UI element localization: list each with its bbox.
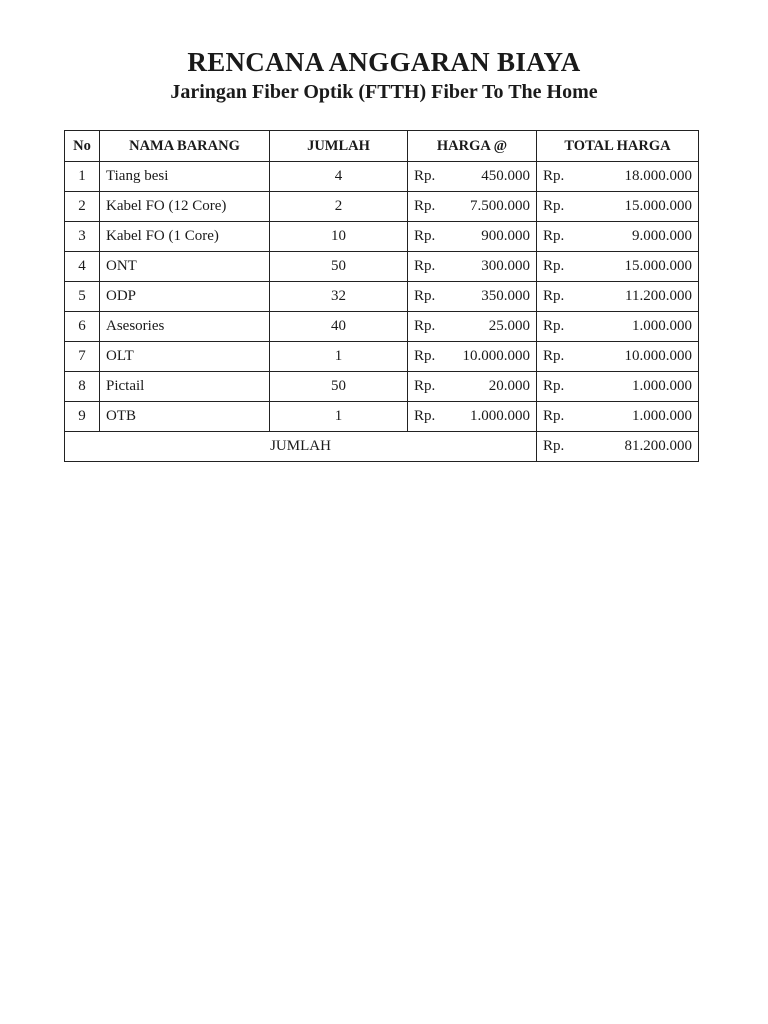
total-price-currency: Rp. — [543, 348, 565, 364]
total-price-amount: 1.000.000 — [632, 378, 692, 394]
column-header-unit-price: HARGA @ — [408, 131, 537, 162]
grand-total-cell — [537, 432, 699, 462]
total-price-amount: 1.000.000 — [632, 408, 692, 424]
grand-total-label: JUMLAH — [65, 432, 537, 462]
item-quantity: 1 — [270, 342, 408, 372]
column-header-quantity: JUMLAH — [270, 131, 408, 162]
table-row — [65, 222, 699, 252]
column-header-no: No — [65, 131, 100, 162]
row-number: 8 — [65, 372, 100, 402]
total-price-cell — [537, 162, 699, 192]
row-number: 2 — [65, 192, 100, 222]
unit-price-cell — [408, 252, 537, 282]
total-price-cell — [537, 342, 699, 372]
total-price-currency: Rp. — [543, 378, 565, 394]
unit-price-cell — [408, 402, 537, 432]
total-price-amount: 15.000.000 — [624, 198, 692, 214]
unit-price-cell — [408, 222, 537, 252]
table-total-row — [65, 432, 699, 462]
total-price-amount: 18.000.000 — [624, 168, 692, 184]
total-price-currency: Rp. — [543, 408, 565, 424]
total-price-currency: Rp. — [543, 228, 565, 244]
unit-price-cell — [408, 162, 537, 192]
unit-price-amount: 7.500.000 — [470, 198, 530, 214]
unit-price-cell — [408, 192, 537, 222]
unit-price-amount: 900.000 — [481, 228, 530, 244]
total-price-amount: 1.000.000 — [632, 318, 692, 334]
row-number: 9 — [65, 402, 100, 432]
row-number: 3 — [65, 222, 100, 252]
unit-price-amount: 20.000 — [488, 378, 530, 394]
total-price-amount: 15.000.000 — [624, 258, 692, 274]
unit-price-cell — [408, 372, 537, 402]
total-price-currency: Rp. — [543, 258, 565, 274]
unit-price-cell — [408, 342, 537, 372]
budget-table — [64, 130, 699, 462]
item-name: Kabel FO (1 Core) — [100, 222, 270, 252]
unit-price-amount: 10.000.000 — [462, 348, 530, 364]
table-row — [65, 192, 699, 222]
unit-price-amount: 1.000.000 — [470, 408, 530, 424]
item-quantity: 32 — [270, 282, 408, 312]
unit-price-currency: Rp. — [414, 198, 436, 214]
unit-price-currency: Rp. — [414, 258, 436, 274]
item-quantity: 2 — [270, 192, 408, 222]
item-name: Asesories — [100, 312, 270, 342]
total-price-currency: Rp. — [543, 318, 565, 334]
item-quantity: 4 — [270, 162, 408, 192]
table-row — [65, 282, 699, 312]
unit-price-currency: Rp. — [414, 378, 436, 394]
item-name: Tiang besi — [100, 162, 270, 192]
row-number: 5 — [65, 282, 100, 312]
total-price-amount: 9.000.000 — [632, 228, 692, 244]
item-name: OTB — [100, 402, 270, 432]
column-header-item-name: NAMA BARANG — [100, 131, 270, 162]
table-row — [65, 372, 699, 402]
total-price-cell — [537, 222, 699, 252]
grand-total-currency: Rp. — [543, 438, 565, 454]
item-name: ODP — [100, 282, 270, 312]
document-subtitle: Jaringan Fiber Optik (FTTH) Fiber To The Home — [170, 81, 598, 103]
total-price-currency: Rp. — [543, 198, 565, 214]
total-price-cell — [537, 312, 699, 342]
total-price-cell — [537, 282, 699, 312]
item-quantity: 40 — [270, 312, 408, 342]
total-price-amount: 10.000.000 — [624, 348, 692, 364]
item-quantity: 50 — [270, 252, 408, 282]
unit-price-currency: Rp. — [414, 168, 436, 184]
document-title: RENCANA ANGGARAN BIAYA — [187, 47, 581, 77]
item-name: ONT — [100, 252, 270, 282]
unit-price-cell — [408, 282, 537, 312]
unit-price-currency: Rp. — [414, 288, 436, 304]
total-price-amount: 11.200.000 — [625, 288, 692, 304]
unit-price-cell — [408, 312, 537, 342]
row-number: 7 — [65, 342, 100, 372]
total-price-cell — [537, 372, 699, 402]
table-row — [65, 252, 699, 282]
total-price-currency: Rp. — [543, 168, 565, 184]
item-name: Kabel FO (12 Core) — [100, 192, 270, 222]
grand-total-amount: 81.200.000 — [624, 438, 692, 454]
item-name: OLT — [100, 342, 270, 372]
table-row — [65, 312, 699, 342]
unit-price-amount: 450.000 — [481, 168, 530, 184]
column-header-total-price: TOTAL HARGA — [537, 131, 699, 162]
unit-price-currency: Rp. — [414, 408, 436, 424]
row-number: 1 — [65, 162, 100, 192]
unit-price-currency: Rp. — [414, 348, 436, 364]
item-quantity: 50 — [270, 372, 408, 402]
item-quantity: 1 — [270, 402, 408, 432]
unit-price-currency: Rp. — [414, 318, 436, 334]
total-price-cell — [537, 192, 699, 222]
table-row — [65, 162, 699, 192]
table-body — [65, 162, 699, 432]
unit-price-currency: Rp. — [414, 228, 436, 244]
row-number: 4 — [65, 252, 100, 282]
table-row — [65, 402, 699, 432]
table-row — [65, 342, 699, 372]
unit-price-amount: 300.000 — [481, 258, 530, 274]
unit-price-amount: 350.000 — [481, 288, 530, 304]
item-name: Pictail — [100, 372, 270, 402]
row-number: 6 — [65, 312, 100, 342]
total-price-cell — [537, 402, 699, 432]
unit-price-amount: 25.000 — [488, 318, 530, 334]
table-header-row — [65, 131, 699, 162]
item-quantity: 10 — [270, 222, 408, 252]
total-price-cell — [537, 252, 699, 282]
total-price-currency: Rp. — [543, 288, 565, 304]
